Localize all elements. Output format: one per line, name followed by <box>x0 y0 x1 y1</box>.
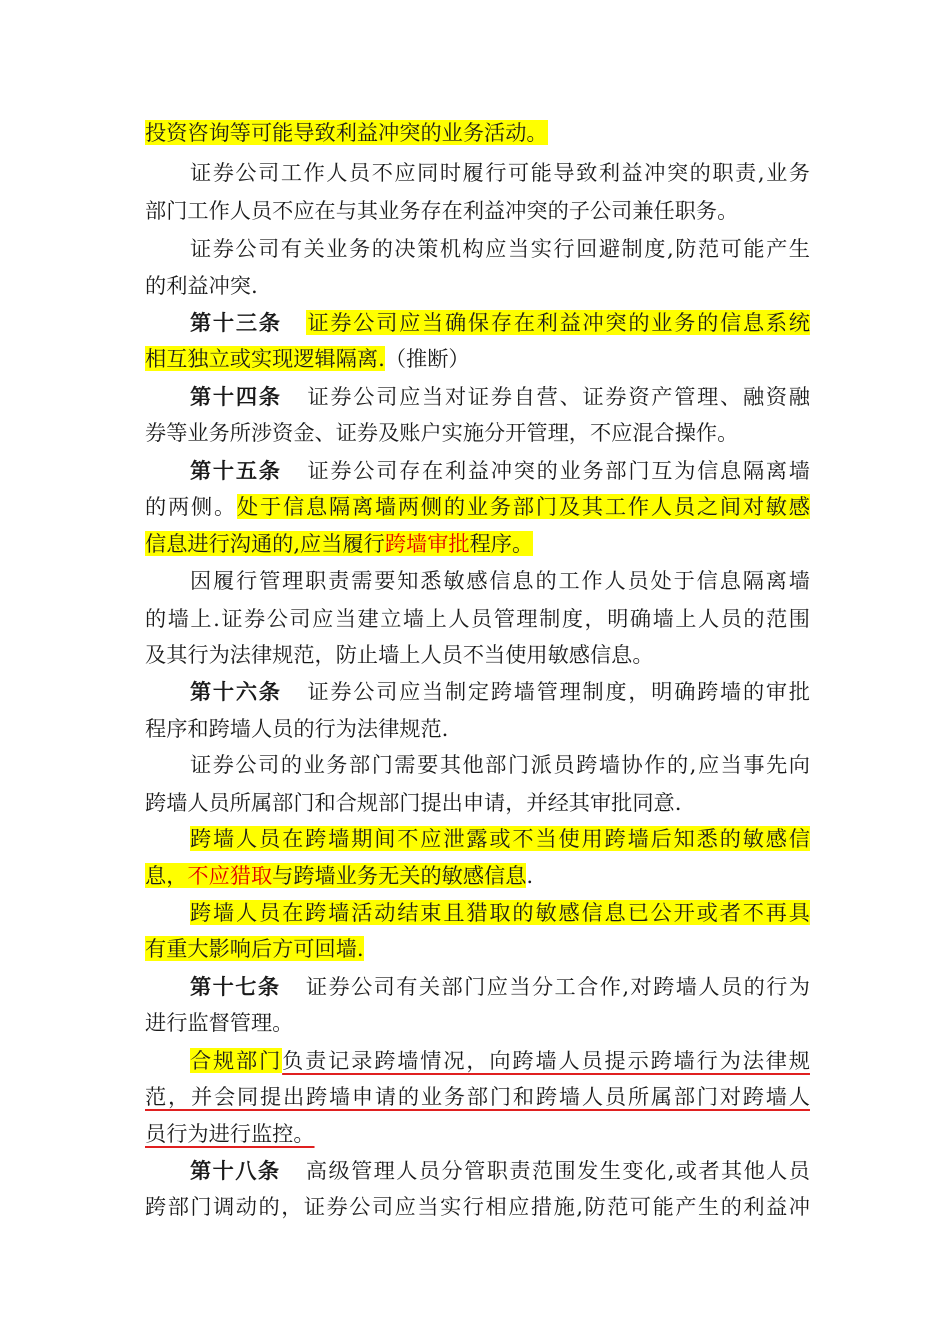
highlighted-text: 投资咨询等可能导致利益冲突的业务活动。 <box>145 120 548 145</box>
highlighted-text: 跨墙人员在跨墙期间不应泄露或不当使用跨墙后知悉的敏感信 <box>190 826 810 851</box>
highlighted-text: 息， <box>145 863 188 888</box>
highlighted-text: 有重大影响后方可回墙. <box>145 936 364 961</box>
article-title: 第十五条 <box>190 458 282 483</box>
text-line <box>145 859 810 893</box>
article-13-line <box>190 306 810 340</box>
highlighted-text: 合规部门 <box>190 1048 283 1073</box>
text-line: 证券公司工作人员不应同时履行可能导致利益冲突的职责,业务 <box>190 160 810 185</box>
text-line <box>190 896 810 930</box>
underlined-text: 员行为进行监控。 <box>145 1121 315 1146</box>
text-span: 的两侧。 <box>145 494 237 519</box>
text-line <box>145 1117 810 1151</box>
text-line <box>145 932 810 966</box>
text-line: 跨部门调动的，证券公司应当实行相应措施,防范可能产生的利益冲 <box>145 1194 810 1219</box>
underlined-text: 范，并会同提出跨墙申请的业务部门和跨墙人员所属部门对跨墙人 <box>145 1084 810 1109</box>
red-highlighted-text: 不应猎取 <box>187 863 273 888</box>
highlighted-text: 相互独立或实现逻辑隔离. <box>145 346 385 371</box>
text-line <box>145 490 810 524</box>
text-line: 证券公司的业务部门需要其他部门派员跨墙协作的,应当事先向 <box>190 752 810 777</box>
text-line: 因履行管理职责需要知悉敏感信息的工作人员处于信息隔离墙 <box>190 568 810 593</box>
text-span: 证券公司存在利益冲突的业务部门互为信息隔离墙 <box>305 458 810 483</box>
text-line: 券等业务所涉资金、证券及账户实施分开管理，不应混合操作。 <box>145 420 739 445</box>
article-title: 第十六条 <box>190 679 282 704</box>
red-highlighted-text: 跨墙审批 <box>384 531 470 556</box>
text-line <box>190 822 810 856</box>
annotation-text: （推断） <box>384 346 470 371</box>
article-title: 第十三条 <box>190 310 282 335</box>
article-title: 第十四条 <box>190 384 282 409</box>
text-line: 部门工作人员不应在与其业务存在利益冲突的子公司兼任职务。 <box>145 198 739 223</box>
article-16-line <box>190 675 810 709</box>
text-span: 证券公司应当对证券自营、证券资产管理、融资融 <box>305 384 810 409</box>
highlighted-text: 跨墙人员在跨墙活动结束且猎取的敏感信息已公开或者不再具 <box>190 900 810 925</box>
highlighted-text: 与跨墙业务无关的敏感信息 <box>272 863 527 888</box>
text-line: 证券公司有关业务的决策机构应当实行回避制度,防范可能产生 <box>190 236 810 261</box>
text-line <box>145 527 810 561</box>
highlighted-text: 处于信息隔离墙两侧的业务部门及其工作人员之间对敏感 <box>236 494 810 519</box>
article-18-line <box>190 1154 810 1188</box>
text-span: 证券公司有关部门应当分工合作,对跨墙人员的行为 <box>304 974 810 999</box>
highlighted-text: 信息进行沟通的,应当履行 <box>145 531 385 556</box>
text-line <box>145 116 810 150</box>
underlined-text: 负责记录跨墙情况，向跨墙人员提示跨墙行为法律规 <box>282 1048 810 1073</box>
article-15-line <box>190 454 810 488</box>
text-line: 的墙上.证券公司应当建立墙上人员管理制度，明确墙上人员的范围 <box>145 606 810 631</box>
article-14-line <box>190 380 810 414</box>
text-span: 证券公司应当制定跨墙管理制度，明确跨墙的审批 <box>305 679 810 704</box>
text-line <box>190 1044 810 1078</box>
highlighted-text: 证券公司应当确保存在利益冲突的业务的信息系统 <box>305 310 810 335</box>
text-line: 及其行为法律规范，防止墙上人员不当使用敏感信息。 <box>145 642 654 667</box>
highlighted-text: 程序。 <box>469 531 534 556</box>
text-line: 程序和跨墙人员的行为法律规范. <box>145 716 449 741</box>
text-line: 的利益冲突. <box>145 273 258 298</box>
text-span: 高级管理人员分管职责范围发生变化,或者其他人员 <box>304 1158 810 1183</box>
text-line <box>145 1080 810 1114</box>
article-title: 第十七条 <box>190 974 281 999</box>
text-span: . <box>526 863 534 888</box>
text-line: 跨墙人员所属部门和合规部门提出申请，并经其审批同意. <box>145 790 682 815</box>
text-line <box>145 342 810 376</box>
article-17-line <box>190 970 810 1004</box>
text-line: 进行监督管理。 <box>145 1010 294 1035</box>
article-title: 第十八条 <box>190 1158 281 1183</box>
